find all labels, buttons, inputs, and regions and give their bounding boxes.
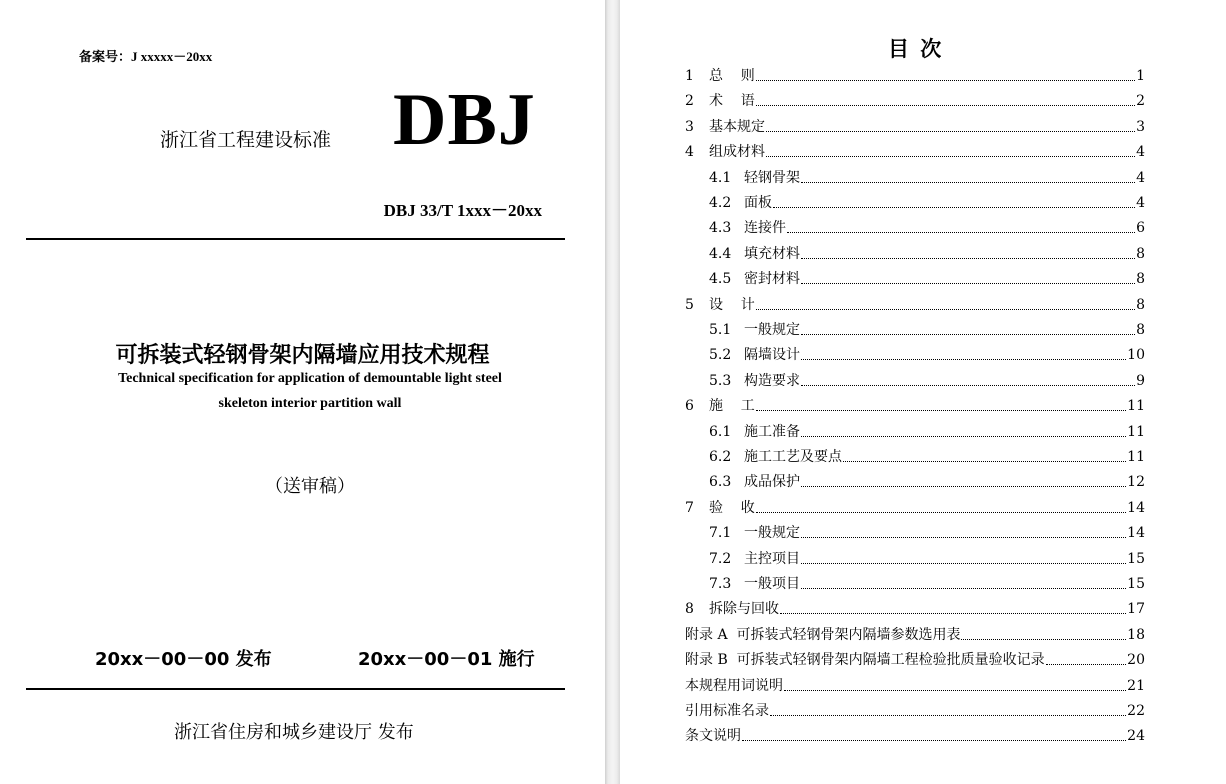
toc-entry-number: 5.3	[709, 372, 732, 389]
toc-leader-dots	[801, 536, 1126, 538]
province-standard-label: 浙江省工程建设标准	[160, 129, 332, 151]
toc-entry-label: 填充材料	[744, 245, 800, 262]
toc-entry[interactable]	[709, 242, 1145, 262]
toc-entry[interactable]	[685, 597, 1145, 617]
toc-entry[interactable]	[709, 343, 1145, 363]
toc-entry-page: 6	[1136, 220, 1145, 237]
toc-entry-number: 7.3	[709, 576, 732, 592]
toc-entry-page: 20	[1127, 652, 1145, 669]
toc-entry[interactable]	[709, 572, 1145, 592]
toc-entry[interactable]	[709, 318, 1145, 338]
toc-entry[interactable]	[709, 166, 1145, 186]
toc-leader-dots	[801, 282, 1135, 284]
document-title-en-line1: Technical specification for application of demountable light steel	[118, 371, 502, 386]
toc-leader-dots	[756, 511, 1126, 513]
toc-entry-label: 组成材料	[709, 144, 765, 161]
toc-entry-label: 总 则	[709, 68, 755, 84]
toc-leader-dots	[843, 460, 1126, 462]
toc-entry[interactable]	[709, 216, 1145, 236]
toc-entry-number: 6	[685, 398, 694, 415]
toc-entry-number: 1	[685, 68, 694, 84]
toc-entry[interactable]	[709, 420, 1145, 440]
toc-entry[interactable]	[709, 369, 1145, 389]
toc-leader-dots	[756, 308, 1135, 310]
toc-entry-label: 施工准备	[744, 423, 800, 440]
toc-entry[interactable]	[709, 267, 1145, 287]
toc-entry-number: 6.2	[709, 449, 732, 465]
toc-leader-dots	[801, 181, 1135, 183]
toc-entry-page: 2	[1136, 93, 1145, 110]
toc-entry-page: 1	[1136, 68, 1145, 84]
toc-entry[interactable]	[709, 547, 1145, 567]
toc-entry-label: 面板	[744, 195, 772, 211]
toc-entry-label: 附录 B 可拆装式轻钢骨架内隔墙工程检验批质量验收记录	[685, 652, 1045, 669]
toc-leader-dots	[766, 155, 1135, 157]
standard-logo: DBJ	[393, 79, 536, 161]
toc-leader-dots	[756, 104, 1135, 106]
toc-entry[interactable]	[685, 115, 1145, 135]
toc-entry-label: 施 工	[709, 398, 755, 415]
toc-entry-page: 3	[1136, 118, 1145, 135]
toc-page	[620, 0, 1226, 784]
toc-leader-dots	[770, 714, 1126, 716]
toc-entry[interactable]	[709, 470, 1145, 490]
toc-entry-number: 4.2	[709, 195, 732, 211]
document-title-cn: 可拆装式轻钢骨架内隔墙应用技术规程	[115, 343, 490, 368]
toc-entry-label: 隔墙设计	[744, 347, 800, 364]
publisher: 浙江省住房和城乡建设厅 发布	[174, 722, 414, 743]
toc-leader-dots	[756, 79, 1135, 81]
toc-entry-page: 8	[1136, 245, 1145, 262]
toc-entry-number: 4.4	[709, 245, 732, 262]
toc-entry-page: 14	[1127, 525, 1145, 542]
toc-leader-dots	[784, 689, 1126, 691]
toc-entry-number: 6.1	[709, 423, 732, 440]
toc-entry-number: 5.1	[709, 322, 732, 338]
toc-entry-label: 引用标准名录	[685, 703, 769, 719]
toc-entry-number: 8	[685, 601, 694, 618]
toc-entry[interactable]	[685, 699, 1145, 719]
toc-entry-page: 11	[1127, 398, 1145, 415]
toc-entry-number: 6.3	[709, 474, 732, 491]
toc-entry-label: 成品保护	[744, 474, 800, 491]
toc-leader-dots	[756, 409, 1126, 411]
toc-entry-number: 4	[685, 144, 694, 161]
toc-entry-page: 4	[1136, 144, 1145, 161]
toc-entry-number: 4.5	[709, 271, 732, 288]
toc-title: 目 次	[888, 37, 944, 61]
toc-entry-page: 22	[1127, 703, 1145, 719]
toc-entry[interactable]	[685, 140, 1145, 160]
release-date: 20xx－00－00 发布	[95, 649, 272, 670]
toc-entry-page: 14	[1127, 499, 1145, 516]
toc-entry[interactable]	[685, 724, 1145, 744]
toc-entry-label: 施工工艺及要点	[744, 449, 842, 465]
toc-entry-page: 15	[1127, 550, 1145, 567]
toc-entry-number: 4.3	[709, 220, 732, 237]
standard-code: DBJ 33/T 1xxx－20xx	[383, 201, 542, 220]
toc-entry[interactable]	[685, 293, 1145, 313]
toc-entry-label: 设 计	[709, 296, 755, 313]
toc-entry-page: 21	[1127, 677, 1145, 694]
toc-entry-label: 基本规定	[709, 118, 765, 135]
toc-entry-page: 8	[1136, 296, 1145, 313]
toc-entry-number: 4.1	[709, 169, 732, 186]
divider-top	[26, 238, 565, 240]
toc-entry-label: 术 语	[709, 93, 755, 110]
toc-entry-label: 主控项目	[744, 550, 800, 567]
toc-entry-page: 24	[1127, 728, 1145, 745]
toc-entry[interactable]	[709, 521, 1145, 541]
toc-entry-page: 18	[1127, 626, 1145, 643]
toc-leader-dots	[766, 130, 1135, 132]
toc-entry-label: 本规程用词说明	[685, 677, 783, 694]
toc-entry-label: 拆除与回收	[709, 601, 779, 618]
toc-entry-number: 7.1	[709, 525, 732, 542]
implement-date: 20xx－00－01 施行	[358, 649, 535, 670]
toc-entry[interactable]	[709, 445, 1145, 465]
toc-leader-dots	[1046, 663, 1127, 665]
toc-leader-dots	[742, 739, 1126, 741]
toc-leader-dots	[801, 562, 1126, 564]
toc-entry-number: 5.2	[709, 347, 732, 364]
toc-entry-label: 连接件	[744, 220, 786, 237]
toc-entry[interactable]	[685, 623, 1145, 643]
toc-leader-dots	[780, 612, 1126, 614]
divider-bottom	[26, 688, 565, 690]
toc-leader-dots	[801, 257, 1135, 259]
toc-entry-page: 4	[1136, 195, 1145, 211]
toc-entry-number: 5	[685, 296, 694, 313]
toc-entry-page: 9	[1136, 372, 1145, 389]
toc-leader-dots	[801, 333, 1135, 335]
toc-entry-page: 8	[1136, 271, 1145, 288]
toc-entry-page: 11	[1127, 449, 1145, 465]
toc-entry-label: 验 收	[709, 499, 755, 516]
toc-entry-number: 3	[685, 118, 694, 135]
toc-entry-page: 8	[1136, 322, 1145, 338]
cover-page	[0, 0, 605, 784]
document-title-en-line2: skeleton interior partition wall	[218, 396, 402, 411]
toc-entry-page: 4	[1136, 169, 1145, 186]
toc-entry-label: 附录 A 可拆装式轻钢骨架内隔墙参数选用表	[685, 626, 961, 643]
toc-entry-label: 轻钢骨架	[744, 169, 800, 186]
toc-leader-dots	[773, 206, 1135, 208]
toc-entry-label: 一般项目	[744, 576, 800, 592]
toc-entry[interactable]	[709, 191, 1145, 211]
toc-entry-page: 15	[1127, 576, 1145, 592]
toc-leader-dots	[801, 485, 1126, 487]
toc-entry[interactable]	[685, 648, 1145, 668]
toc-leader-dots	[801, 435, 1126, 437]
toc-entry-label: 密封材料	[744, 271, 800, 288]
toc-entry[interactable]	[685, 674, 1145, 694]
toc-entry[interactable]	[685, 394, 1145, 414]
toc-entry-label: 条文说明	[685, 728, 741, 745]
toc-entry-page: 10	[1127, 347, 1145, 364]
toc-entry-page: 12	[1127, 474, 1145, 491]
toc-leader-dots	[961, 638, 1126, 640]
toc-entry-number: 2	[685, 93, 694, 110]
toc-entry[interactable]	[685, 89, 1145, 109]
toc-leader-dots	[801, 358, 1126, 360]
draft-label: （送审稿）	[265, 476, 355, 497]
toc-entry-number: 7	[685, 499, 694, 516]
toc-entry-label: 构造要求	[744, 372, 800, 389]
toc-entry[interactable]	[685, 64, 1145, 84]
toc-entry[interactable]	[685, 496, 1145, 516]
toc-entry-label: 一般规定	[744, 322, 800, 338]
toc-leader-dots	[801, 587, 1126, 589]
toc-leader-dots	[801, 384, 1135, 386]
toc-leader-dots	[787, 231, 1135, 233]
toc-entry-page: 17	[1127, 601, 1145, 618]
record-number: 备案号：J xxxxx－20xx	[79, 49, 213, 64]
toc-entry-page: 11	[1127, 423, 1145, 440]
page-gutter	[605, 0, 620, 784]
toc-entry-label: 一般规定	[744, 525, 800, 542]
toc-entry-number: 7.2	[709, 550, 732, 567]
